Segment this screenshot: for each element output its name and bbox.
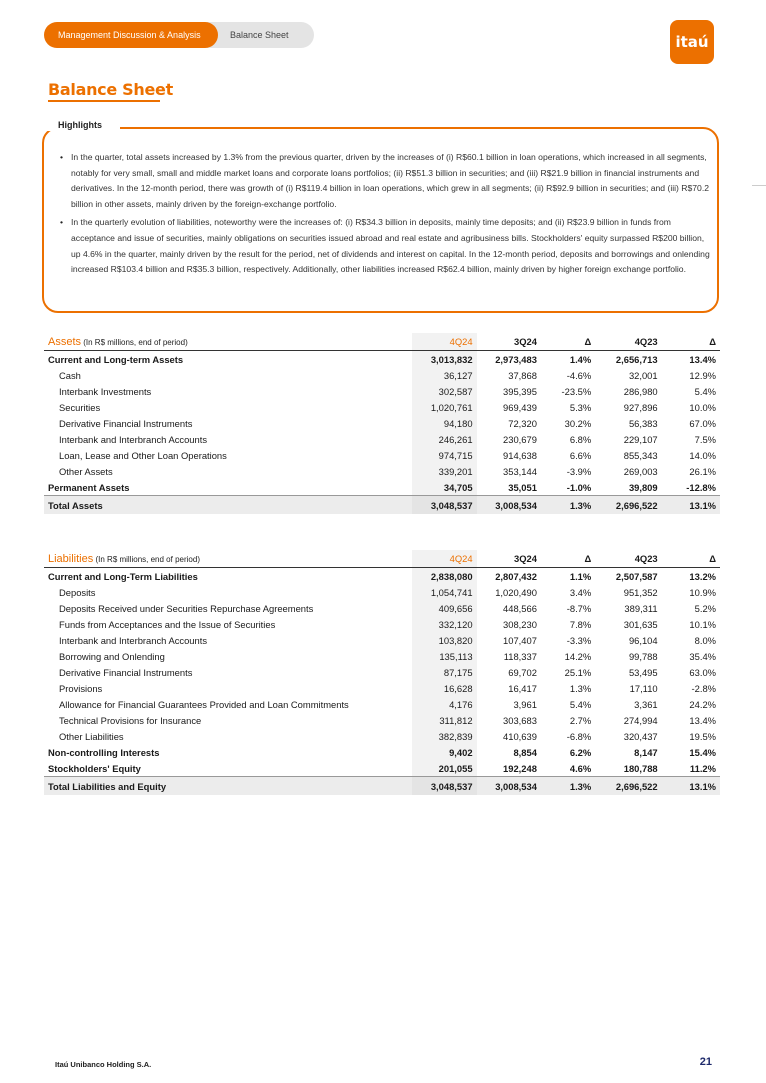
cell-value: 274,994 (623, 714, 658, 726)
cell-value: 13.4% (689, 353, 716, 365)
table-title (44, 550, 412, 568)
table-row (44, 744, 720, 760)
row-label: Deposits (59, 586, 96, 598)
cell-value: 2,696,522 (595, 777, 661, 796)
cell-value: 3,048,537 (412, 496, 476, 515)
table-subtitle: (In R$ millions, end of period) (83, 337, 188, 347)
table-row (44, 568, 720, 585)
cell-value: 3,961 (513, 698, 537, 710)
cell-value: 3.4% (569, 586, 592, 598)
table-row (44, 600, 720, 616)
cell-value: 8.0% (694, 634, 716, 646)
table-row (44, 383, 720, 399)
cell-value: 17,110 (629, 682, 658, 694)
cell-value: 1.3% (541, 496, 595, 515)
cell-value: 311,812 (412, 712, 476, 728)
cell-value: 914,638 (503, 449, 537, 461)
cell-value: 409,656 (412, 600, 476, 616)
cell-value: 14.2% (564, 650, 592, 662)
cell-value: 4,176 (412, 696, 476, 712)
cell-value: 382,839 (412, 728, 476, 744)
cell-value: 10.0% (689, 401, 716, 413)
cell-value: 1,020,761 (412, 399, 476, 415)
row-label: Technical Provisions for Insurance (59, 714, 202, 726)
table-row (44, 399, 720, 415)
cell-value: 1.3% (569, 682, 592, 694)
cell-value: 1,020,490 (495, 586, 537, 598)
page-title: Balance Sheet (48, 80, 173, 99)
row-label: Stockholders' Equity (48, 762, 141, 774)
cell-value: 2,838,080 (412, 568, 476, 585)
page-number: 21 (699, 1056, 712, 1068)
cell-value: 35.4% (689, 650, 716, 662)
bullet-icon: • (60, 217, 64, 228)
cell-value: 339,201 (412, 463, 476, 479)
cell-value: 3,048,537 (412, 777, 476, 796)
cell-value: 448,566 (503, 602, 537, 614)
table-row (44, 632, 720, 648)
cell-value: 1.4% (569, 353, 592, 365)
table-row (44, 712, 720, 728)
cell-value: 39,809 (628, 481, 658, 493)
row-label: Deposits Received under Securities Repurchase Agreements (59, 602, 314, 614)
cell-value: 24.2% (689, 698, 716, 710)
cell-value: 30.2% (564, 417, 592, 429)
cell-value: 5.4% (569, 698, 592, 710)
cell-value: 2,507,587 (615, 570, 658, 582)
cell-value: 7.5% (694, 433, 716, 445)
cell-value: 286,980 (623, 385, 658, 397)
table-row (44, 447, 720, 463)
itau-logo: itaú (670, 20, 714, 64)
total-row (44, 777, 720, 796)
row-label: Interbank and Interbranch Accounts (59, 634, 208, 646)
cell-value: 2,973,483 (495, 353, 537, 365)
row-label: Derivative Financial Instruments (59, 417, 193, 429)
cell-value: 11.2% (689, 762, 716, 774)
cell-value: 332,120 (412, 616, 476, 632)
cell-value: 302,587 (412, 383, 476, 399)
cell-value: 353,144 (503, 465, 537, 477)
section-tabs (44, 22, 314, 48)
cell-value: 927,896 (623, 401, 658, 413)
row-label: Loan, Lease and Other Loan Operations (59, 449, 227, 461)
cell-value: 229,107 (623, 433, 658, 445)
column-header: Δ (541, 550, 595, 568)
cell-value: 855,343 (623, 449, 658, 461)
assets-table (44, 333, 720, 514)
highlights-list (60, 150, 710, 281)
highlight-text: In the quarterly evolution of liabilities, noteworthy were the increases of: (i) R$34.3 billion in deposits, mainly time deposits; and (ii) R$23.9 billion in funds from acceptance and issue of securities, mainly obligations on securities issued abroad and real estate and agribusiness bills. Stockholders' equity surpassed R$200 billion, up 4.6% in the quarter, mainly driven by the result for the period, net of dividends and interest on capital. In the 12-month period, deposits and borrowings and onlending increased R$103.4 billion and R$35.3 billion, respectively. Additionally, other liabilities increased R$62.4 billion, mainly driven by higher foreign exchange portfolio. (71, 217, 710, 275)
highlight-item (60, 215, 710, 277)
cell-value: 34,705 (412, 479, 476, 496)
cell-value: 1,054,741 (412, 584, 476, 600)
cell-value: 2,656,713 (615, 353, 658, 365)
table-row (44, 616, 720, 632)
row-label: Interbank Investments (59, 385, 152, 397)
table-row (44, 584, 720, 600)
row-label: Permanent Assets (48, 481, 130, 493)
cell-value: 5.4% (694, 385, 716, 397)
cell-value: 301,635 (623, 618, 658, 630)
cell-value: -2.8% (691, 682, 716, 694)
cell-value: 1.1% (569, 570, 592, 582)
highlights-label: Highlights (58, 120, 108, 130)
cell-value: 974,715 (412, 447, 476, 463)
cell-value: 107,407 (503, 634, 537, 646)
cell-value: 103,820 (412, 632, 476, 648)
cell-value: 16,417 (508, 682, 537, 694)
cell-value: 53,495 (628, 666, 658, 678)
cell-value: -23.5% (561, 385, 592, 397)
cell-value: 3,361 (634, 698, 658, 710)
table-title (44, 333, 412, 351)
column-header: Δ (541, 333, 595, 351)
cell-value: 87,175 (412, 664, 476, 680)
cell-value: 13.1% (662, 777, 720, 796)
cell-value: 395,395 (503, 385, 537, 397)
cell-value: -6.8% (566, 730, 592, 742)
row-label: Interbank and Interbranch Accounts (59, 433, 208, 445)
cell-value: 4.6% (569, 762, 592, 774)
row-label: Non-controlling Interests (48, 746, 160, 758)
cell-value: 19.5% (689, 730, 716, 742)
cell-value: -4.6% (566, 369, 592, 381)
row-label: Borrowing and Onlending (59, 650, 165, 662)
cell-value: 13.4% (689, 714, 716, 726)
column-header: 3Q24 (477, 550, 541, 568)
row-label: Allowance for Financial Guarantees Provided and Loan Commitments (59, 698, 349, 710)
table-subtitle: (In R$ millions, end of period) (95, 554, 200, 564)
cell-value: 3,008,534 (477, 777, 541, 796)
cell-value: 14.0% (689, 449, 716, 461)
column-header: 4Q23 (595, 550, 661, 568)
cell-value: -8.7% (566, 602, 592, 614)
row-label: Other Assets (59, 465, 113, 477)
table-header-row (44, 333, 720, 351)
cell-value: 269,003 (623, 465, 658, 477)
cell-value: 13.2% (689, 570, 716, 582)
tab-management-discussion[interactable]: Management Discussion & Analysis (44, 22, 218, 48)
table-row (44, 351, 720, 368)
cell-value: -12.8% (686, 481, 716, 493)
cell-value: 37,868 (508, 369, 537, 381)
footer-company: Itaú Unibanco Holding S.A. (55, 1060, 152, 1069)
cell-value: 15.4% (689, 746, 716, 758)
table-row (44, 760, 720, 777)
cell-value: 180,788 (623, 762, 658, 774)
cell-value: 10.9% (689, 586, 716, 598)
cell-value: 63.0% (689, 666, 716, 678)
cell-value: 96,104 (628, 634, 658, 646)
row-label: Securities (59, 401, 101, 413)
row-label: Cash (59, 369, 81, 381)
cell-value: 12.9% (689, 369, 716, 381)
row-label: Derivative Financial Instruments (59, 666, 193, 678)
highlight-text: In the quarter, total assets increased by 1.3% from the previous quarter, driven by the increases of (i) R$60.1 billion in loan operations, which increased in all segments, notably for very small, small and middle market loans and corporate loans portfolios; (ii) R$51.3 billion in securities; and (iii) R$21.9 billion in financial instruments and derivatives. In the 12-month period, there was growth of (i) R$119.4 billion in loan operations, which grew in all segments; (ii) R$92.9 billion in securities; and (iii) R$70.2 billion in other assets, mainly driven by the foreign-exchange portfolio. (71, 152, 710, 209)
cell-value: 303,683 (503, 714, 537, 726)
row-label: Current and Long-term Assets (48, 353, 184, 365)
cell-value: 1.3% (541, 777, 595, 796)
table-header-row (44, 550, 720, 568)
cell-value: -1.0% (566, 481, 592, 493)
cell-value: 36,127 (412, 367, 476, 383)
column-header: 3Q24 (477, 333, 541, 351)
table-row (44, 664, 720, 680)
liabilities-table (44, 550, 720, 795)
cell-value: -3.9% (566, 465, 592, 477)
cell-value: 26.1% (689, 465, 716, 477)
table-row (44, 680, 720, 696)
table-title-text: Assets (48, 335, 82, 348)
total-row (44, 496, 720, 515)
row-label: Total Assets (44, 496, 412, 515)
cell-value: 2,807,432 (495, 570, 537, 582)
table-title-text: Liabilities (48, 552, 94, 565)
margin-tick (752, 185, 766, 186)
column-header: 4Q23 (595, 333, 661, 351)
cell-value: 6.8% (569, 433, 592, 445)
cell-value: 16,628 (412, 680, 476, 696)
cell-value: 135,113 (412, 648, 476, 664)
cell-value: 192,248 (503, 762, 537, 774)
row-label: Total Liabilities and Equity (44, 777, 412, 796)
cell-value: 10.1% (689, 618, 716, 630)
cell-value: 13.1% (662, 496, 720, 515)
row-label: Current and Long-Term Liabilities (48, 570, 198, 582)
table-row (44, 367, 720, 383)
highlight-item (60, 150, 710, 212)
table-row (44, 431, 720, 447)
column-header: Δ (662, 333, 720, 351)
table-row (44, 728, 720, 744)
row-label: Funds from Acceptances and the Issue of Securities (59, 618, 276, 630)
bullet-icon: • (60, 152, 64, 162)
cell-value: 67.0% (689, 417, 716, 429)
cell-value: 99,788 (628, 650, 658, 662)
cell-value: 8,854 (513, 746, 537, 758)
cell-value: 3,008,534 (477, 496, 541, 515)
cell-value: 56,383 (628, 417, 658, 429)
cell-value: 72,320 (508, 417, 537, 429)
cell-value: 201,055 (412, 760, 476, 777)
cell-value: 308,230 (503, 618, 537, 630)
cell-value: 35,051 (508, 481, 537, 493)
cell-value: 246,261 (412, 431, 476, 447)
cell-value: 6.2% (569, 746, 592, 758)
cell-value: 7.8% (569, 618, 592, 630)
table-row (44, 696, 720, 712)
table-row (44, 648, 720, 664)
row-label: Other Liabilities (59, 730, 124, 742)
row-label: Provisions (59, 682, 103, 694)
column-header: 4Q24 (412, 550, 476, 568)
cell-value: 230,679 (503, 433, 537, 445)
title-underline (48, 100, 160, 102)
cell-value: 389,311 (624, 602, 658, 614)
cell-value: -3.3% (566, 634, 592, 646)
tab-balance-sheet[interactable]: Balance Sheet (194, 22, 314, 48)
table-row (44, 479, 720, 496)
cell-value: 3,013,832 (412, 351, 476, 368)
cell-value: 951,352 (623, 586, 658, 598)
cell-value: 25.1% (564, 666, 592, 678)
table-row (44, 463, 720, 479)
table-row (44, 415, 720, 431)
cell-value: 6.6% (569, 449, 592, 461)
cell-value: 2.7% (569, 714, 592, 726)
cell-value: 320,437 (623, 730, 658, 742)
cell-value: 8,147 (634, 746, 658, 758)
cell-value: 94,180 (412, 415, 476, 431)
cell-value: 969,439 (503, 401, 537, 413)
column-header: Δ (662, 550, 720, 568)
cell-value: 32,001 (628, 369, 658, 381)
cell-value: 5.2% (694, 602, 716, 614)
column-header: 4Q24 (412, 333, 476, 351)
cell-value: 118,337 (503, 650, 537, 662)
cell-value: 69,702 (508, 666, 537, 678)
cell-value: 5.3% (569, 401, 592, 413)
cell-value: 410,639 (503, 730, 537, 742)
cell-value: 9,402 (412, 744, 476, 760)
cell-value: 2,696,522 (595, 496, 661, 515)
